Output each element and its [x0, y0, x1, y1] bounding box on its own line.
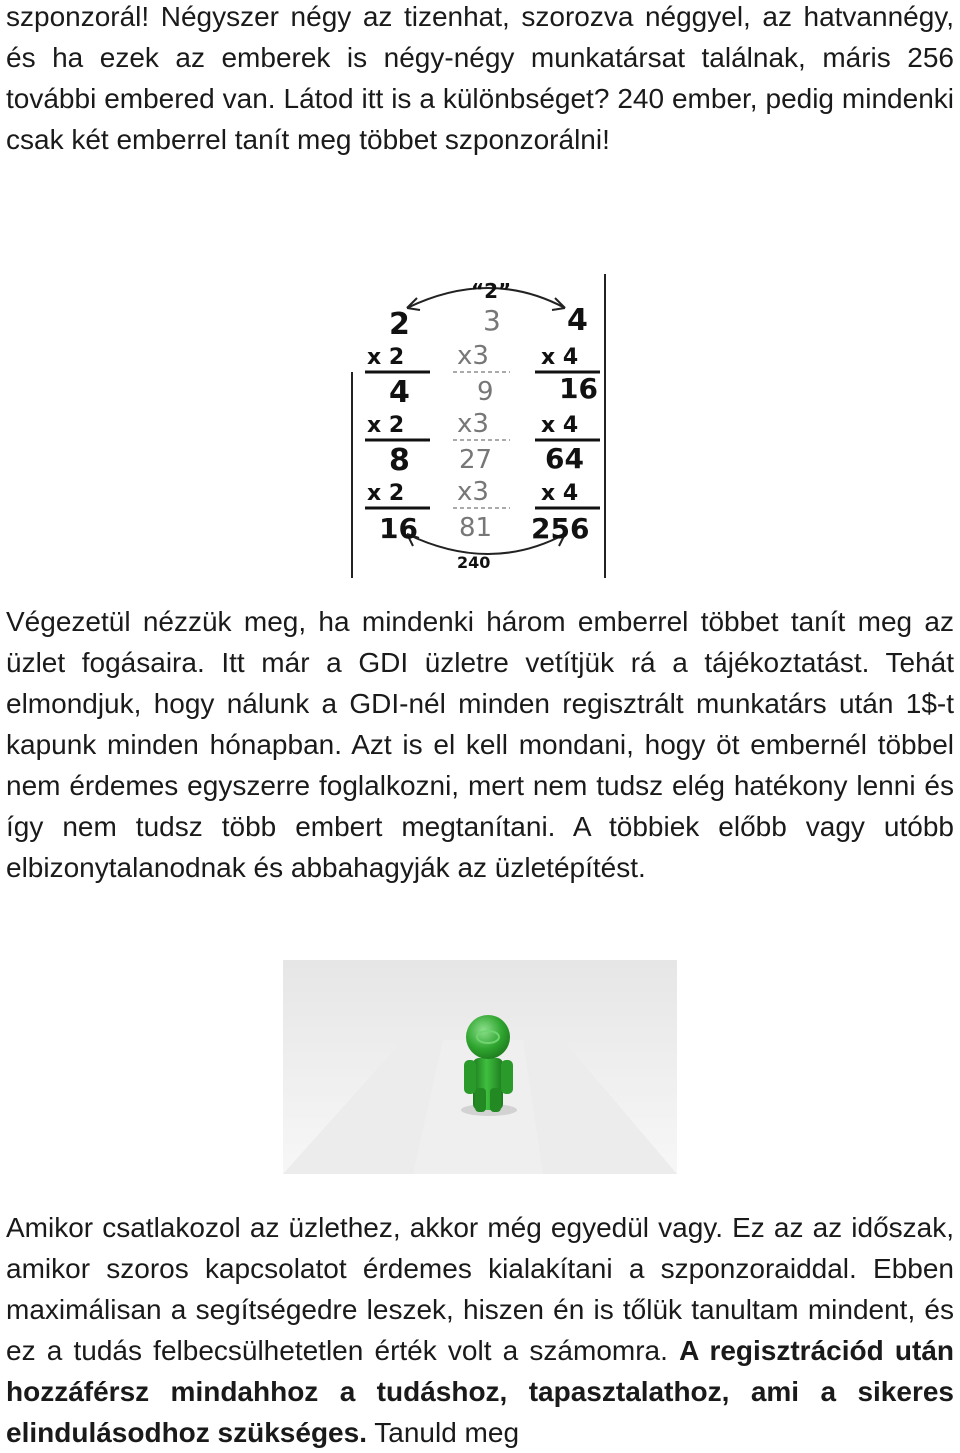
right-number-3: 64	[545, 442, 584, 475]
left-column	[365, 307, 430, 545]
paragraph-3-tail-text: Tanuld meg	[366, 1417, 520, 1448]
left-number-2: 4	[389, 375, 410, 410]
middle-number-3: 27	[459, 445, 493, 475]
paragraph-3-bold-text: A regisztrációd után hozzáférsz mindahhoz a tudáshoz, tapasztalathoz, ami a sikeres elindulásodhoz szükséges.	[6, 1335, 954, 1448]
left-multiplier-3: x 2	[367, 481, 405, 506]
middle-multiplier-2: x3	[457, 409, 489, 439]
right-multiplier-3: x 4	[541, 481, 579, 506]
diagram-bottom-label: 240	[457, 553, 491, 572]
right-multiplier-1: x 4	[541, 345, 579, 370]
green-figure-image	[283, 960, 677, 1174]
paragraph-1: szponzorál! Négyszer négy az tizenhat, szorozva néggyel, az hatvannégy, és ha ezek az emberek is négy-négy munkatársat találnak, máris 256 további embered van. Látod itt is a különbséget? 240 ember, pedig mindenki csak két emberrel tanít meg többet szponzorálni!	[6, 1, 954, 155]
middle-number-2: 9	[477, 377, 494, 407]
left-number-1: 2	[389, 307, 410, 342]
right-number-2: 16	[559, 372, 598, 405]
paragraph-2: Végezetül nézzük meg, ha mindenki három emberrel többet tanít meg az üzlet fogásaira. Itt már a GDI üzletre vetítjük rá a tájékoztatást. Tehát elmondjuk, hogy nálunk a GDI-nél minden regisztrált munkatárs után 1$-t kapunk minden hónapban. Azt is el kell mondani, hogy öt embernél többel nem érdemes egyszerre foglalkozni, mert nem tudsz elég hatékony lenni és így nem tudsz több embert megtanítani. A többiek előbb vagy utóbb elbizonytalanodnak és abbahagyják az üzletépítést.	[6, 606, 954, 883]
middle-number-4: 81	[459, 513, 493, 543]
paragraph-3	[6, 1207, 954, 1453]
left-multiplier-1: x 2	[367, 345, 405, 370]
left-multiplier-2: x 2	[367, 413, 405, 438]
middle-multiplier-1: x3	[457, 341, 489, 371]
middle-number-1: 3	[483, 304, 501, 337]
right-multiplier-2: x 4	[541, 413, 579, 438]
left-number-3: 8	[389, 443, 410, 478]
right-number-4: 256	[531, 512, 590, 545]
right-column	[531, 303, 600, 545]
multiplication-diagram	[345, 272, 610, 582]
middle-column	[453, 304, 510, 543]
right-number-1: 4	[567, 303, 588, 338]
paragraph-3-text: Amikor csatlakozol az üzlethez, akkor még egyedül vagy. Ez az az időszak, amikor szoros kapcsolatot érdemes kialakítani a szponzoraiddal. Ebben maximálisan a segítségedre leszek, hiszen én is tőlük tanultam mindent, és ez a tudás felbecsülhetetlen érték volt a számomra.	[6, 1212, 954, 1366]
diagram-top-label: “2”	[471, 279, 512, 303]
middle-multiplier-3: x3	[457, 477, 489, 507]
left-number-4: 16	[379, 512, 418, 545]
